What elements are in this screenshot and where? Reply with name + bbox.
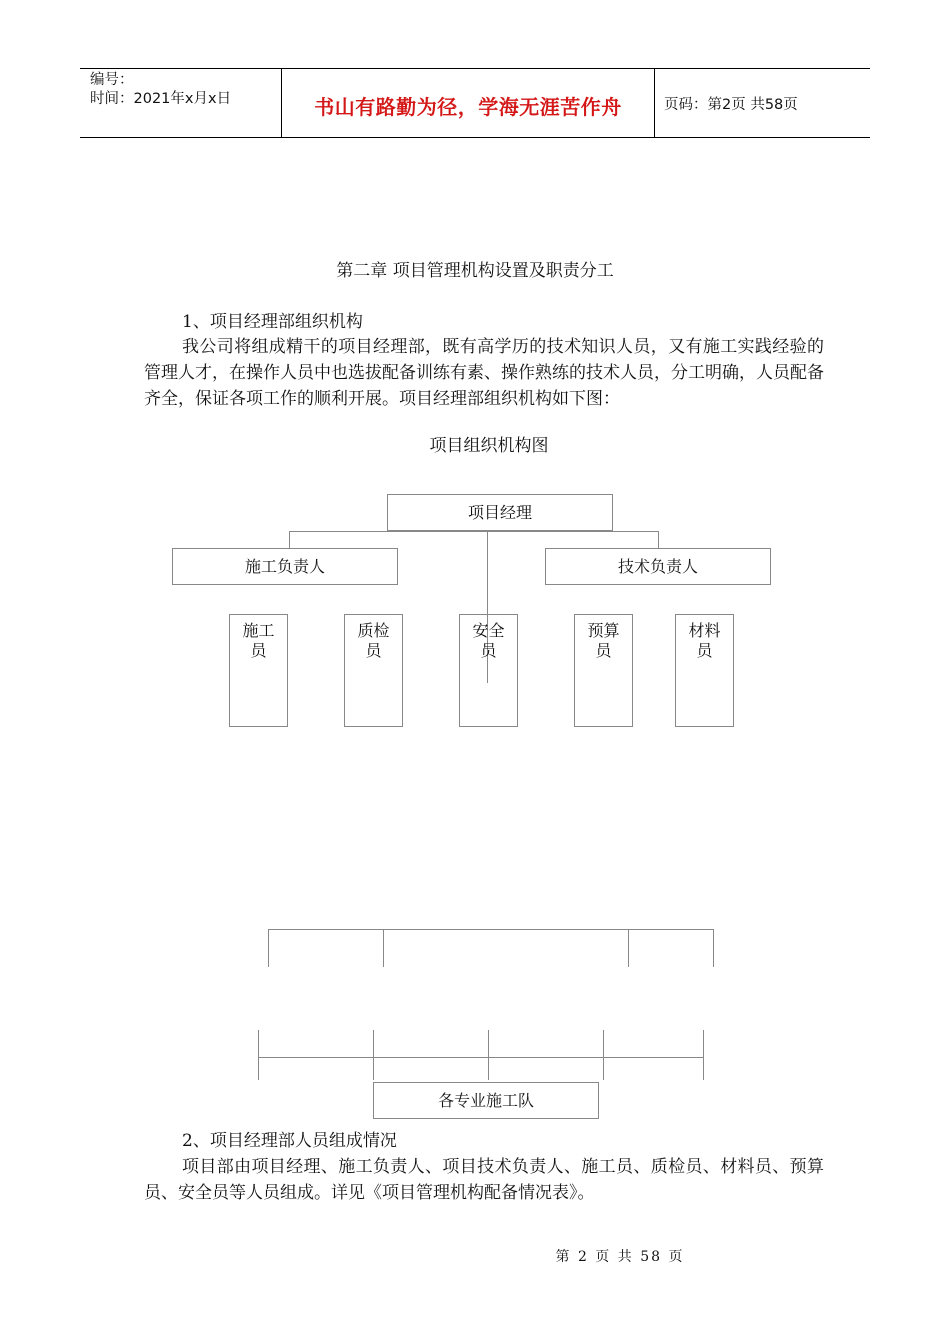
connector-line (268, 929, 269, 967)
header-motto: 书山有路勤为径，学海无涯苦作舟 (314, 95, 622, 119)
header-divider (654, 69, 655, 137)
org-box-project-manager (387, 494, 613, 531)
connector-line (383, 929, 384, 967)
org-chart-title: 项目组织机构图 (429, 436, 549, 456)
org-box-label: 员 (365, 641, 382, 660)
org-box-label: 技术负责人 (617, 557, 698, 576)
org-box-label: 各专业施工队 (437, 1091, 534, 1110)
org-box-role (675, 614, 734, 727)
connector-line (703, 1030, 704, 1080)
connector-line (373, 1030, 374, 1080)
connector-line (289, 531, 659, 532)
org-box-construction-teams (373, 1082, 599, 1119)
org-box-role (344, 614, 403, 727)
section2-heading: 2、项目经理部人员组成情况 (182, 1131, 397, 1151)
page-footer: 第 2 页 共 58 页 (555, 1249, 685, 1265)
header-page-info: 页码：第2页 共58页 (664, 97, 798, 113)
org-box-label: 员 (250, 641, 267, 660)
connector-line (289, 531, 290, 548)
number-label: 编号： (90, 72, 134, 88)
connector-line (658, 531, 659, 548)
org-box-label: 施工 (242, 621, 275, 640)
org-box-label: 施工负责人 (244, 557, 325, 576)
org-box-label: 材料 (688, 621, 721, 640)
org-box-label: 项目经理 (467, 503, 532, 522)
org-box-label: 质检 (357, 621, 390, 640)
org-box-label: 安全 (472, 621, 505, 640)
org-box-technical-lead (545, 548, 771, 585)
chapter-title: 第二章 项目管理机构设置及职责分工 (336, 261, 614, 281)
connector-line (258, 1057, 704, 1058)
connector-line (268, 929, 714, 930)
connector-line (713, 929, 714, 967)
connector-line (628, 929, 629, 967)
org-box-role (229, 614, 288, 727)
page-header (80, 68, 870, 138)
connector-line (258, 1030, 259, 1080)
connector-line (603, 1030, 604, 1080)
connector-line (488, 1030, 489, 1080)
org-box-construction-lead (172, 548, 398, 585)
section1-heading: 1、项目经理部组织机构 (182, 312, 363, 332)
org-box-label: 员 (595, 641, 612, 660)
section2-paragraph: 项目部由项目经理、施工负责人、项目技术负责人、施工员、质检员、材料员、预算员、安全员等人员组成。详见《项目管理机构配备情况表》。 (144, 1157, 824, 1203)
org-box-role (459, 614, 518, 727)
section1-paragraph: 我公司将组成精干的项目经理部，既有高学历的技术知识人员，又有施工实践经验的管理人才，在操作人员中也选拔配备训练有素、操作熟练的技术人员，分工明确，人员配备齐全，保证各项工作的顺利开展。项目经理部组织机构如下图： (144, 337, 824, 409)
org-box-label: 员 (696, 641, 713, 660)
time-label: 时间：2021年x月x日 (90, 91, 232, 107)
org-box-label: 员 (480, 641, 497, 660)
org-box-role (574, 614, 633, 727)
org-box-label: 预算 (587, 621, 620, 640)
header-meta (90, 71, 231, 109)
